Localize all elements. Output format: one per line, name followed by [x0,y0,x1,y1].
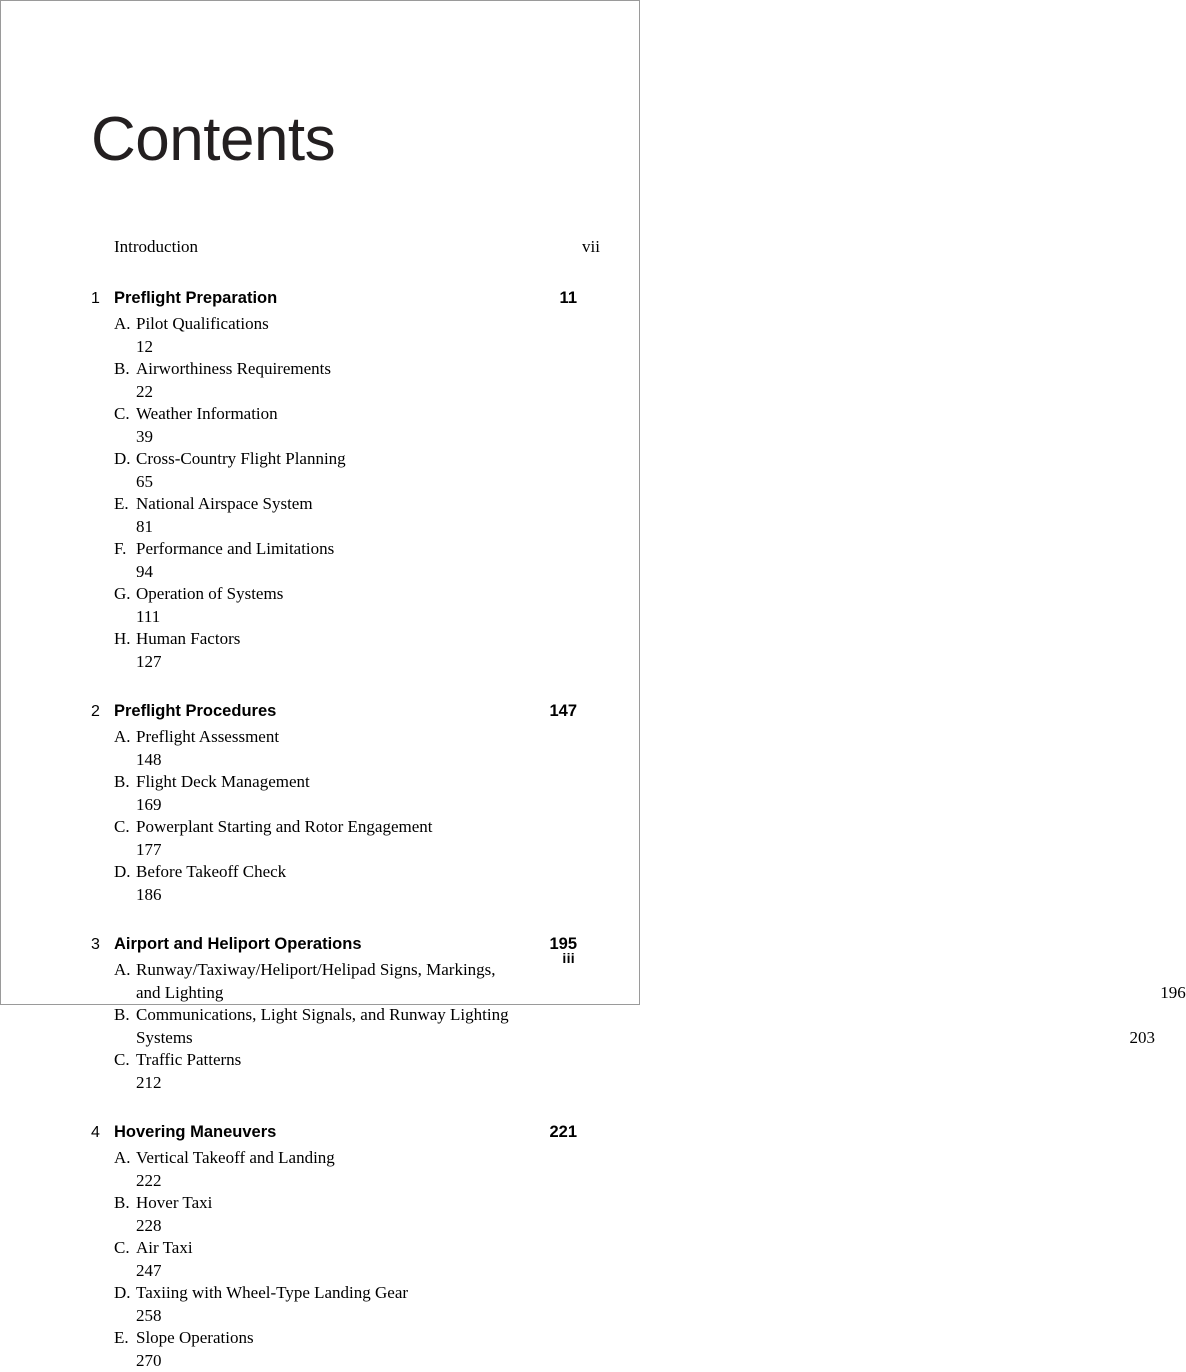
section-page: 270 [136,1350,162,1372]
toc-section-entry[interactable] [114,313,600,358]
section-page: 258 [136,1305,162,1328]
chapter-number: 4 [91,1121,114,1144]
chapter-number: 3 [91,933,114,956]
toc-chapter-heading[interactable] [91,287,577,310]
section-letter: D. [114,448,136,471]
section-page: 22 [136,381,153,404]
toc-section-entry[interactable] [114,861,600,906]
section-title: Before Takeoff Check [136,861,286,884]
section-page: 186 [136,884,162,907]
toc-section-entry[interactable] [114,726,600,771]
section-title: Traffic Patterns [136,1049,241,1072]
section-title: Performance and Limitations [136,538,334,561]
section-letter: E. [114,493,136,516]
toc-section-entry[interactable] [114,1327,600,1372]
section-title: Preflight Assessment [136,726,279,749]
toc-section-entry[interactable] [114,1004,600,1049]
toc-section-entry[interactable] [114,358,600,403]
section-page: 228 [136,1215,162,1238]
section-page: 222 [136,1170,162,1193]
toc-chapter-heading[interactable] [91,1121,577,1144]
section-letter: F. [114,538,136,561]
chapter-number: 1 [91,287,114,310]
section-letter: C. [114,403,136,426]
toc-section-entry[interactable] [114,1049,600,1094]
section-page: 212 [136,1072,162,1095]
toc-section-entry[interactable] [114,493,600,538]
section-letter: B. [114,358,136,381]
toc-section-entry[interactable] [114,403,600,448]
table-of-contents [91,237,577,1372]
page-title: Contents [91,109,335,171]
section-title-continuation: Systems [136,1027,193,1050]
section-letter: B. [114,1192,136,1215]
section-letter: E. [114,1327,136,1350]
toc-section-entry[interactable] [114,628,600,673]
section-page: 247 [136,1260,162,1283]
section-page: 177 [136,839,162,862]
section-letter: C. [114,1237,136,1260]
toc-entry-label: Introduction [114,237,198,257]
chapter-page: 11 [560,287,577,310]
chapter-block [91,287,577,673]
section-title: Slope Operations [136,1327,254,1350]
chapter-number: 2 [91,700,114,723]
toc-section-entry[interactable] [114,1282,600,1327]
section-page: 127 [136,651,162,674]
section-page: 148 [136,749,162,772]
chapter-block [91,933,577,1094]
section-page: 94 [136,561,153,584]
section-title: Operation of Systems [136,583,283,606]
toc-entry-page: vii [582,237,600,257]
section-letter: A. [114,313,136,336]
section-title: Hover Taxi [136,1192,212,1215]
toc-chapter-heading[interactable] [91,933,577,956]
toc-section-entry[interactable] [114,1237,600,1282]
section-title: Powerplant Starting and Rotor Engagement [136,816,433,839]
toc-entry-introduction[interactable] [114,237,600,257]
section-letter: A. [114,1147,136,1170]
section-title: Air Taxi [136,1237,193,1260]
section-letter: B. [114,771,136,794]
section-page: 196 [1160,982,1186,1005]
contents-page [0,0,640,1005]
section-page: 39 [136,426,153,449]
section-page: 12 [136,336,153,359]
section-title: National Airspace System [136,493,313,516]
chapter-title: Airport and Heliport Operations [114,933,362,956]
chapter-title: Preflight Procedures [114,700,276,723]
section-title: Pilot Qualifications [136,313,269,336]
section-page: 203 [1130,1027,1156,1050]
chapter-page: 195 [549,933,577,956]
section-title: Communications, Light Signals, and Runway Lighting [136,1004,509,1027]
toc-section-entry[interactable] [114,583,600,628]
section-title: Taxiing with Wheel-Type Landing Gear [136,1282,408,1305]
section-letter: D. [114,1282,136,1305]
section-letter: A. [114,726,136,749]
chapter-page: 221 [549,1121,577,1144]
toc-section-entry[interactable] [114,771,600,816]
chapter-block [91,1121,577,1372]
chapter-block [91,700,577,906]
section-letter: H. [114,628,136,651]
section-title: Runway/Taxiway/Heliport/Helipad Signs, Markings, [136,959,496,982]
toc-section-entry[interactable] [114,1192,600,1237]
toc-section-entry[interactable] [114,959,600,1004]
section-letter: C. [114,1049,136,1072]
section-title: Cross-Country Flight Planning [136,448,346,471]
toc-section-entry[interactable] [114,1147,600,1192]
toc-section-entry[interactable] [114,448,600,493]
section-title: Human Factors [136,628,240,651]
toc-section-entry[interactable] [114,816,600,861]
page-folio: iii [562,950,575,966]
chapter-page: 147 [549,700,577,723]
section-letter: D. [114,861,136,884]
section-letter: A. [114,959,136,982]
section-letter: C. [114,816,136,839]
section-page: 169 [136,794,162,817]
section-title: Flight Deck Management [136,771,310,794]
section-page: 111 [136,606,160,629]
section-page: 81 [136,516,153,539]
toc-chapter-heading[interactable] [91,700,577,723]
section-title-continuation: and Lighting [136,982,223,1005]
section-letter: B. [114,1004,136,1027]
section-title: Vertical Takeoff and Landing [136,1147,335,1170]
section-letter: G. [114,583,136,606]
section-page: 65 [136,471,153,494]
toc-section-entry[interactable] [114,538,600,583]
chapter-title: Hovering Maneuvers [114,1121,276,1144]
section-title: Weather Information [136,403,278,426]
chapter-title: Preflight Preparation [114,287,277,310]
section-title: Airworthiness Requirements [136,358,331,381]
